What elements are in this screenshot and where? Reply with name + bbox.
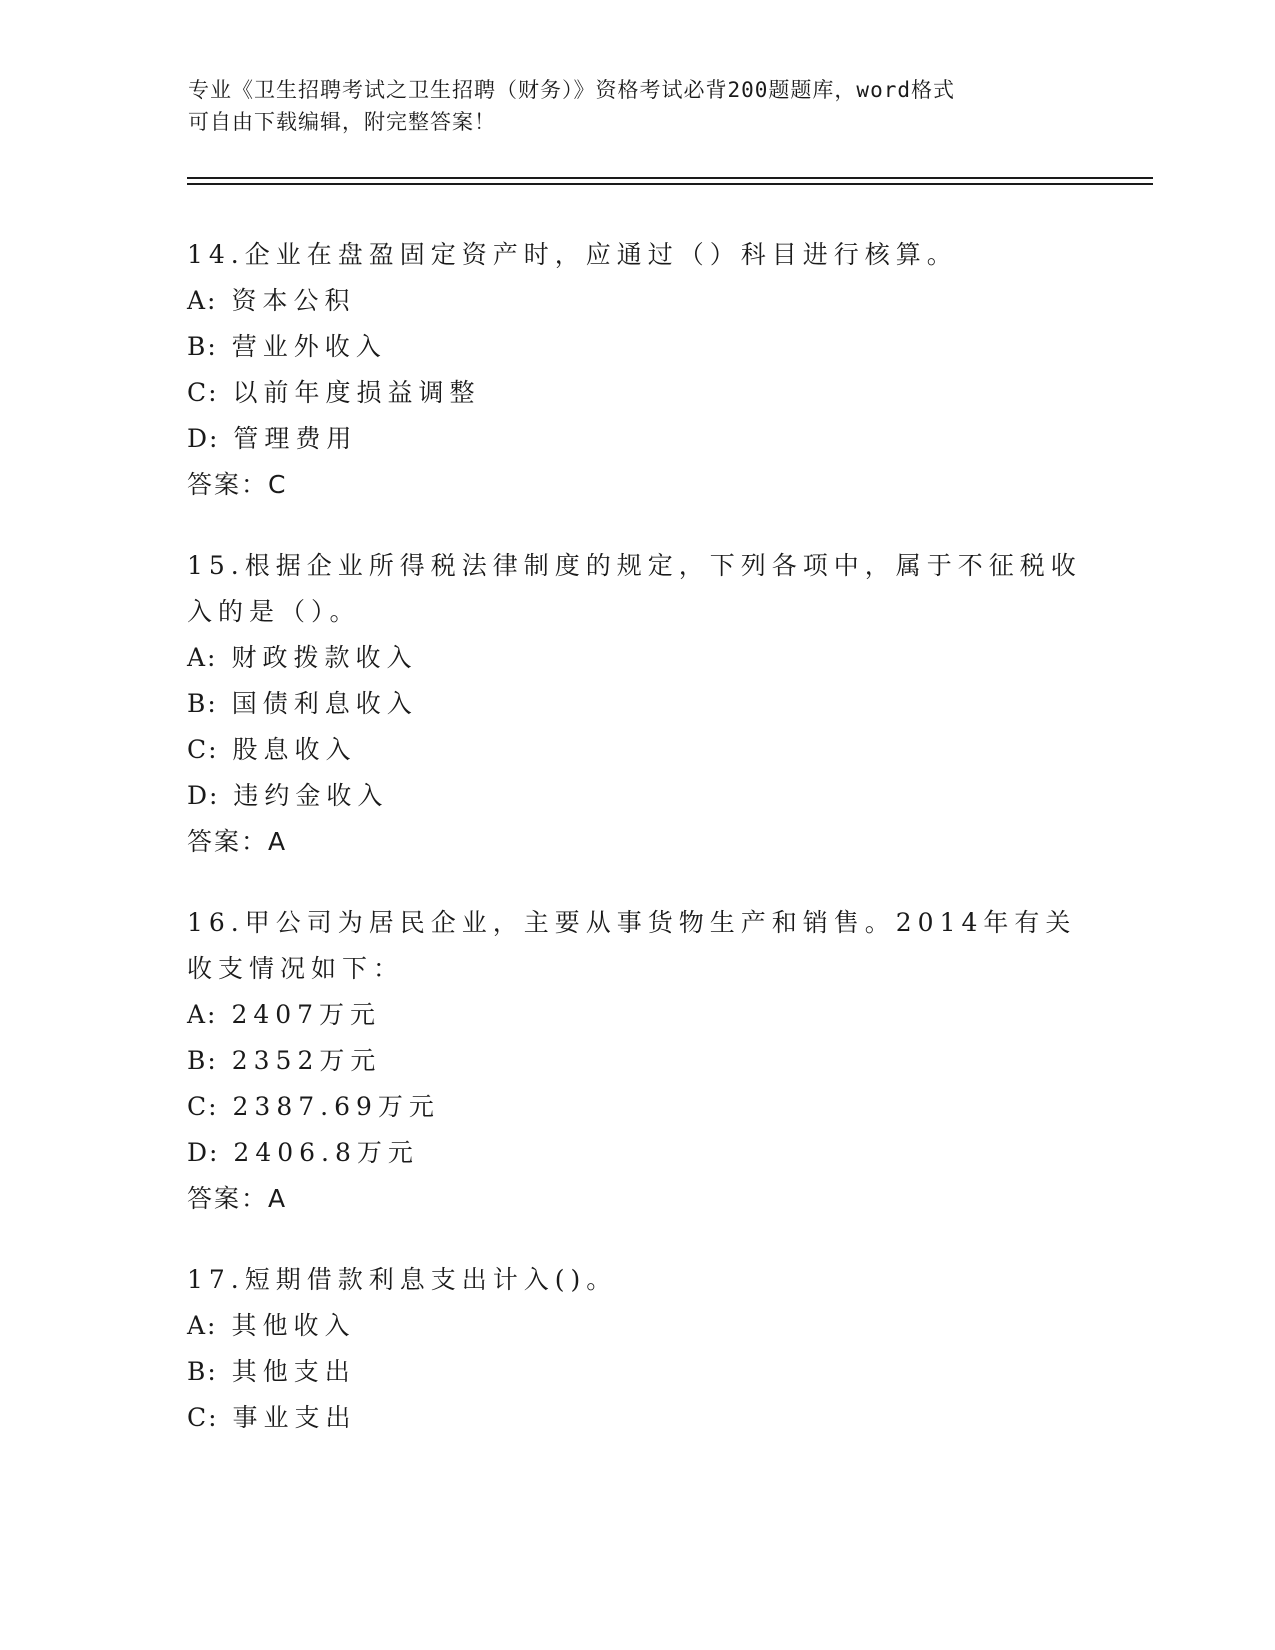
option-b: [187, 1038, 1087, 1084]
option-b: [187, 1349, 1087, 1395]
option-letter: B:: [187, 689, 218, 718]
option-b: [187, 681, 1087, 727]
option-c: [187, 1395, 1087, 1441]
header-line-2: 可自由下载编辑，附完整答案！: [188, 110, 496, 134]
option-letter: D:: [187, 424, 220, 453]
question-15: [187, 543, 1087, 865]
option-letter: A:: [187, 643, 218, 672]
option-letter: D:: [187, 781, 220, 810]
option-text: 国债利息收入: [231, 689, 418, 718]
header-divider-bottom: [187, 183, 1153, 185]
option-c: [187, 1084, 1087, 1130]
option-text: 2407万元: [231, 1000, 382, 1029]
option-text: 营业外收入: [231, 332, 387, 361]
option-text: 财政拨款收入: [231, 643, 418, 672]
option-text: 管理费用: [233, 424, 358, 453]
option-text: 2352万元: [231, 1046, 382, 1075]
option-text: 其他收入: [231, 1311, 356, 1340]
question-text: 16.甲公司为居民企业，主要从事货物生产和销售。2014年有关收支情况如下：: [187, 908, 1077, 983]
option-text: 资本公积: [231, 286, 356, 315]
option-d: [187, 773, 1087, 819]
option-text: 违约金收入: [233, 781, 389, 810]
question-text: 17.短期借款利息支出计入()。: [187, 1265, 618, 1294]
option-letter: C:: [187, 1092, 219, 1121]
option-b: [187, 324, 1087, 370]
answer-line: 答案：C: [187, 470, 288, 499]
question-17: [187, 1257, 1087, 1441]
answer-line: 答案：A: [187, 827, 288, 856]
option-text: 其他支出: [231, 1357, 356, 1386]
option-letter: A:: [187, 1311, 218, 1340]
option-text: 以前年度损益调整: [232, 378, 481, 407]
option-letter: A:: [187, 286, 218, 315]
option-d: [187, 416, 1087, 462]
option-letter: C:: [187, 1403, 219, 1432]
question-text: 14.企业在盘盈固定资产时，应通过（）科目进行核算。: [187, 240, 958, 269]
option-letter: A:: [187, 1000, 218, 1029]
header-line-1: 专业《卫生招聘考试之卫生招聘（财务）》资格考试必背200题题库，word格式: [188, 78, 955, 102]
option-letter: C:: [187, 735, 219, 764]
option-c: [187, 727, 1087, 773]
option-text: 事业支出: [232, 1403, 357, 1432]
option-text: 2406.8万元: [233, 1138, 419, 1167]
question-16: [187, 900, 1087, 1222]
question-text: 15.根据企业所得税法律制度的规定，下列各项中，属于不征税收入的是（）。: [187, 551, 1082, 626]
option-c: [187, 370, 1087, 416]
option-letter: C:: [187, 378, 219, 407]
option-letter: D:: [187, 1138, 220, 1167]
option-letter: B:: [187, 1357, 218, 1386]
question-list: [187, 232, 1087, 1476]
option-a: [187, 992, 1087, 1038]
question-14: [187, 232, 1087, 508]
option-text: 股息收入: [232, 735, 357, 764]
option-a: [187, 1303, 1087, 1349]
option-d: [187, 1130, 1087, 1176]
answer-line: 答案：A: [187, 1184, 288, 1213]
document-header: [188, 74, 1088, 138]
option-letter: B:: [187, 332, 218, 361]
option-letter: B:: [187, 1046, 218, 1075]
option-a: [187, 635, 1087, 681]
option-text: 2387.69万元: [232, 1092, 440, 1121]
option-a: [187, 278, 1087, 324]
header-divider-top: [187, 177, 1153, 179]
